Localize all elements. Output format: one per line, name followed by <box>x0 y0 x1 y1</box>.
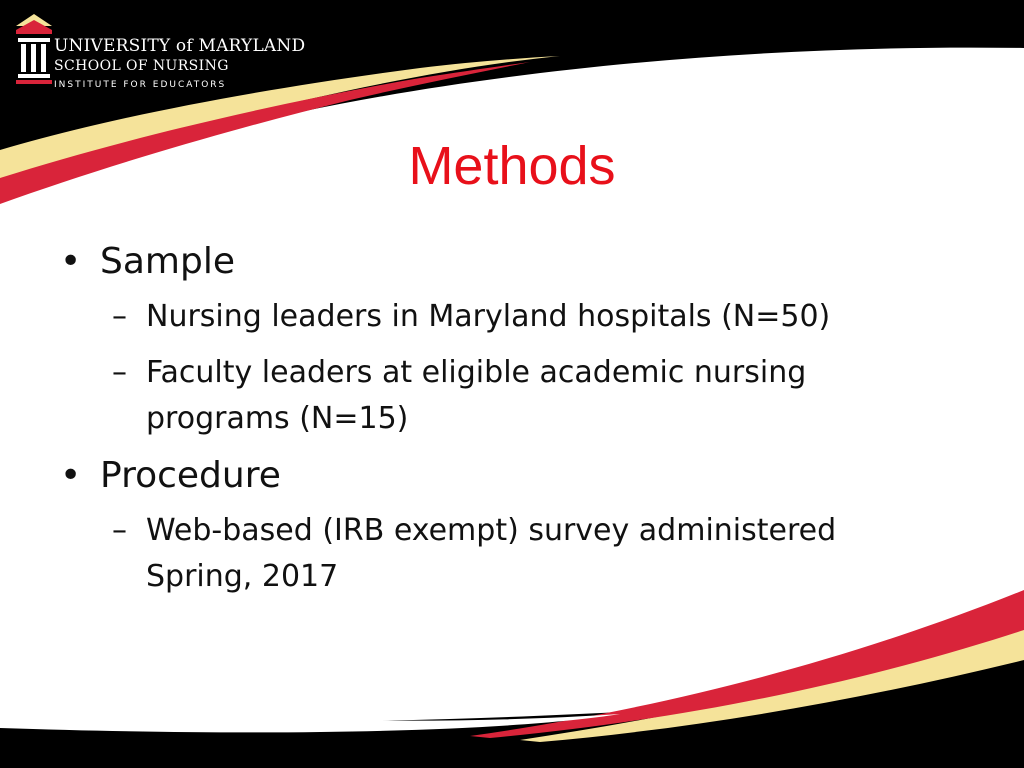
dash-marker: – <box>112 513 127 548</box>
university-logo <box>14 12 304 92</box>
sub-bullet-nursing-leaders <box>60 294 940 340</box>
bullet-text: Procedure <box>100 455 281 496</box>
sub-bullet-text: Nursing leaders in Maryland hospitals (N=50) <box>146 299 831 334</box>
bullet-text: Sample <box>100 241 235 282</box>
dash-marker: – <box>112 299 127 334</box>
slide-title: Methods <box>408 136 616 196</box>
bullet-sample <box>60 238 940 286</box>
logo-school-name: SCHOOL OF NURSING <box>54 58 229 74</box>
bullet-marker: • <box>60 455 82 496</box>
bullet-marker: • <box>60 241 82 282</box>
sub-bullet-web-survey <box>60 508 940 600</box>
slide-content <box>60 238 940 610</box>
logo-institute-name: INSTITUTE FOR EDUCATORS <box>54 80 227 90</box>
sub-bullet-text: Faculty leaders at eligible academic nursing programs (N=15) <box>146 355 807 436</box>
logo-university-name: UNIVERSITY of MARYLAND <box>54 36 306 56</box>
sub-bullet-text: Web-based (IRB exempt) survey administered Spring, 2017 <box>146 513 837 594</box>
dash-marker: – <box>112 355 127 390</box>
dome-emblem-icon <box>14 12 54 84</box>
sub-bullet-faculty-leaders <box>60 350 940 442</box>
bullet-procedure <box>60 452 940 500</box>
